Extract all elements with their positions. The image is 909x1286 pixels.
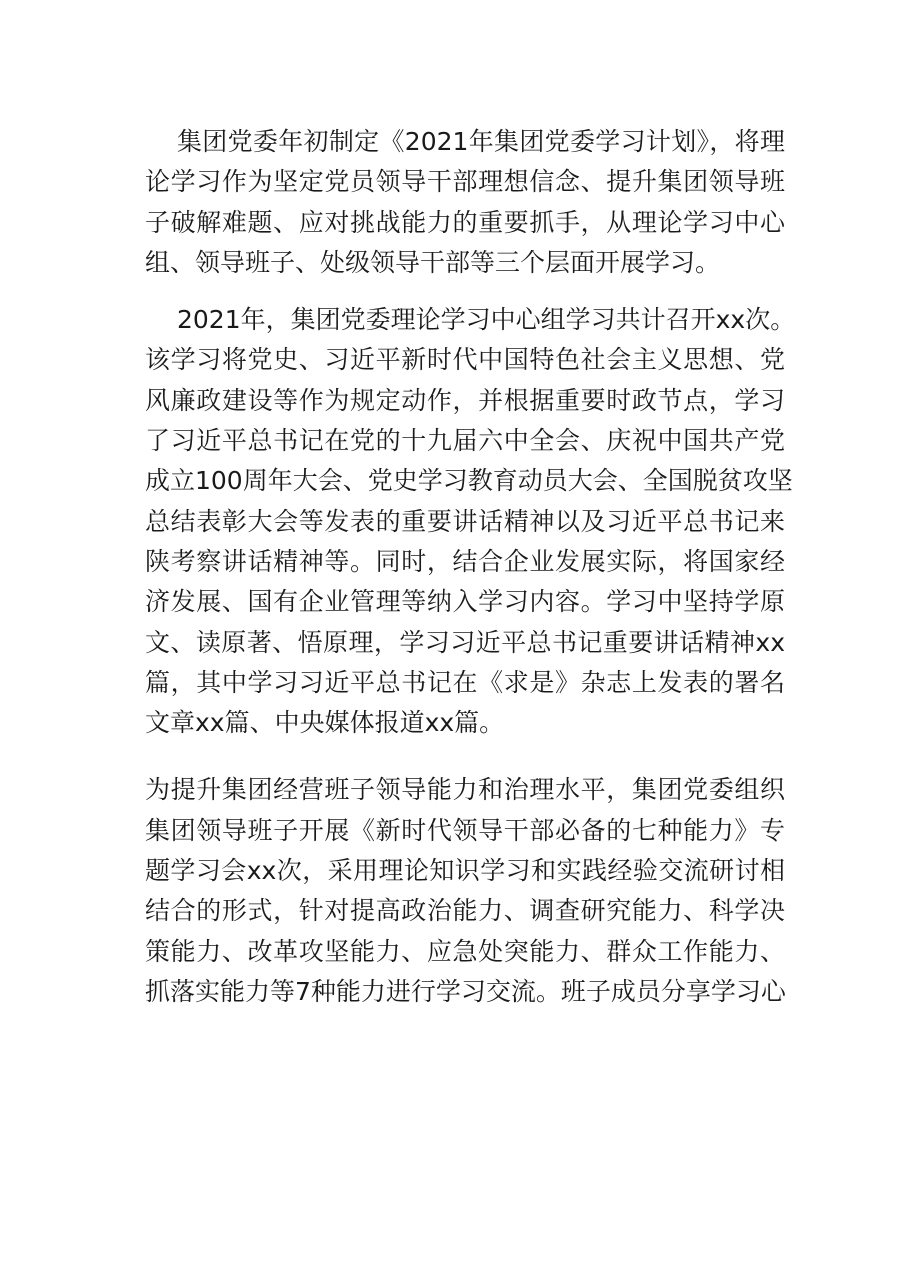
text-line: 文章xx篇、中央媒体报道xx篇。	[145, 708, 505, 738]
text-line: 了习近平总书记在党的十九届六中全会、庆祝中国共产党	[145, 426, 785, 456]
text-line: 题学习会xx次，采用理论知识学习和实践经验交流研讨相	[145, 856, 785, 886]
text-line: 成立100周年大会、党史学习教育动员大会、全国脱贫攻坚	[145, 466, 793, 496]
text-line: 集团领导班子开展《新时代领导干部必备的七种能力》专	[145, 815, 785, 845]
text-line: 策能力、改革攻坚能力、应急处突能力、群众工作能力、	[145, 936, 785, 966]
text-line: 组、领导班子、处级领导干部等三个层面开展学习。	[145, 247, 721, 277]
text-line: 济发展、国有企业管理等纳入学习内容。学习中坚持学原	[145, 587, 785, 617]
text-line: 集团党委年初制定《2021年集团党委学习计划》，将理	[177, 127, 785, 156]
text-line: 风廉政建设等作为规定动作，并根据重要时政节点，学习	[145, 385, 785, 415]
text-line: 子破解难题、应对挑战能力的重要抓手，从理论学习中心	[145, 207, 785, 237]
document-body	[145, 124, 796, 1014]
paragraph-spacer	[145, 745, 785, 772]
text-line: 为提升集团经营班子领导能力和治理水平，集团党委组织	[145, 775, 785, 805]
text-line: 结合的形式，针对提高政治能力、调查研究能力、科学决	[145, 896, 785, 926]
text-line: 该学习将党史、习近平新时代中国特色社会主义思想、党	[145, 345, 785, 375]
text-line: 抓落实能力等7种能力进行学习交流。班子成员分享学习心	[145, 976, 786, 1006]
text-line: 篇，其中学习习近平总书记在《求是》杂志上发表的署名	[145, 667, 785, 697]
text-line: 2021年，集团党委理论学习中心组学习共计召开xx次。	[177, 305, 796, 335]
text-line: 论学习作为坚定党员领导干部理想信念、提升集团领导班	[145, 167, 785, 197]
text-line: 总结表彰大会等发表的重要讲话精神以及习近平总书记来	[145, 506, 785, 536]
text-line: 陕考察讲话精神等。同时，结合企业发展实际，将国家经	[145, 546, 785, 576]
text-line: 文、读原著、悟原理，学习习近平总书记重要讲话精神xx	[145, 627, 785, 657]
paragraph-study-plan	[145, 124, 785, 281]
paragraph-center-group-study	[145, 302, 796, 741]
paragraph-spacer	[145, 285, 785, 302]
paragraph-leadership-study	[145, 772, 785, 1009]
